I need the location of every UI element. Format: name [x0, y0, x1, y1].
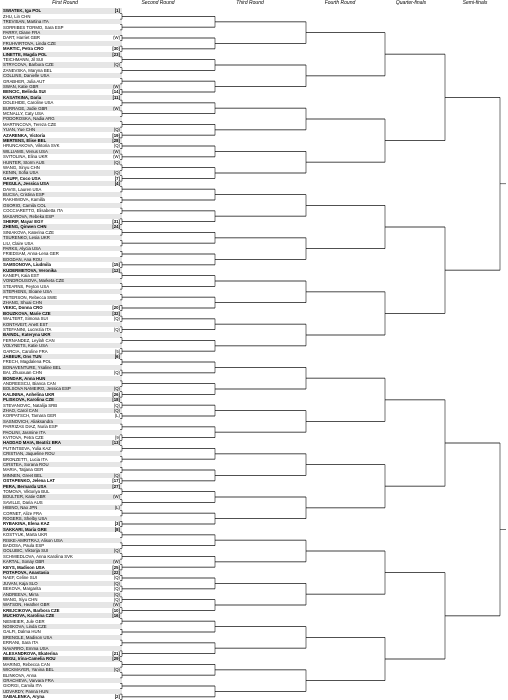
player-name: MINNEN, Greet BEL — [3, 472, 43, 478]
player-name: BOGDAN, Ana ROU — [3, 256, 43, 262]
player-name: BEKOVA, Margarita — [3, 586, 41, 592]
player-name: ERRANI, Sara ITA — [3, 640, 39, 646]
player-name: MARINO, Rebecca CAN — [3, 661, 50, 667]
player-seed: [5] — [115, 348, 120, 354]
player-name: GALFI, Dalma HUN — [3, 629, 41, 635]
round-header-first: First Round — [52, 0, 78, 6]
player-name: JABEUR, Ons TUN — [3, 353, 42, 359]
player-name: SORRIBES TORMO, Sara ESP — [3, 24, 64, 30]
player-name: COCCIARETTO, Elisabetta ITA — [3, 208, 64, 214]
player-seed: (Q) — [113, 62, 120, 68]
player-name: PARRY, Diane FRA — [3, 29, 41, 35]
player-name: WICKMAYER, Yanina BEL — [3, 667, 54, 673]
player-name: UDVARDY, Panna HUN — [3, 688, 49, 694]
player-seed: [9] — [115, 434, 120, 440]
round-header-second: Second Round — [141, 0, 175, 6]
player-seed: [12] — [112, 267, 120, 273]
player-name: MARTINCOVA, Tereza CZE — [3, 121, 57, 127]
player-name: RAKHIMOVA, Kamilla — [3, 197, 45, 203]
player-seed: [28] — [112, 137, 120, 143]
player-name: TREVISAN, Martina ITA — [3, 19, 49, 25]
player-seed: (W) — [113, 83, 120, 89]
player-name: PARKS, Alycia USA — [3, 245, 41, 251]
player-name: YUAN, Yue CHN — [3, 127, 36, 133]
player-name: ZHU, Lin CHN — [3, 13, 31, 19]
player-name: BUCSA, Cristina ESP — [3, 191, 45, 197]
player-name: GRABHER, Julia AUT — [3, 78, 46, 84]
player-name: SAKKARI, Maria GRE — [3, 526, 47, 532]
player-seed: (Q) — [113, 316, 120, 322]
player-seed: (Q) — [113, 667, 120, 673]
player-seed: (W) — [113, 148, 120, 154]
player-name: VEKIC, Donna CRO — [3, 305, 43, 311]
player-name: DAVIS, Lauren USA — [3, 186, 42, 192]
player-name: PERA, Bernarda USA — [3, 483, 47, 489]
player-name: KORPATSCH, Tamara GER — [3, 413, 57, 419]
player-seed: [21] — [112, 650, 120, 656]
player-seed: [15] — [112, 262, 120, 268]
player-name: MCNALLY, Caty USA — [3, 110, 44, 116]
player-seed: (Q) — [113, 370, 120, 376]
player-name: JUVAN, Kaja SLO — [3, 580, 38, 586]
player-name: CIRSTEA, Sorana ROU — [3, 461, 49, 467]
player-name: SINIAKOVA, Katerina CZE — [3, 229, 55, 235]
player-name: BOUZKOVA, Marie CZE — [3, 310, 51, 316]
player-seed: [11] — [112, 94, 120, 100]
player-seed: [10] — [112, 607, 120, 613]
player-name: CRISTIAN, Jaqueline ROU — [3, 451, 55, 457]
player-seed: (W) — [113, 559, 120, 565]
player-name: KREJCIKOVA, Barbora CZE — [3, 607, 60, 613]
player-name: KENIN, Sofia USA — [3, 170, 39, 176]
player-seed: (Q) — [113, 170, 120, 176]
player-name: MERTENS, Elise BEL — [3, 137, 47, 143]
player-name: SASNOVICH, Aliaksandra — [3, 418, 53, 424]
player-name: ANDREEVA, Mirra — [3, 591, 39, 597]
player-seed: (W) — [113, 602, 120, 608]
player-name: PETERSON, Rebecca SWE — [3, 294, 57, 300]
round-header-third: Third Round — [236, 0, 264, 6]
player-name: BADOSA, Paula ESP — [3, 542, 45, 548]
player-seed: (Q) — [113, 326, 120, 332]
player-name: BRENGLE, Madison USA — [3, 634, 53, 640]
player-name: BOULTER, Katie GBR — [3, 494, 46, 500]
player-name: COLLINS, Danielle USA — [3, 73, 50, 79]
player-name: SHERIF, Mayar EGY — [3, 218, 44, 224]
player-name: NAEF, Celine SUI — [3, 575, 37, 581]
player-seed: [30] — [112, 46, 120, 52]
player-name: KARTAL, Sonay GBR — [3, 559, 45, 565]
player-name: STEARNS, Peyton USA — [3, 283, 50, 289]
player-name: KEYS, Madison USA — [3, 564, 45, 570]
player-name: ZHENG, Qinwen CHN — [3, 224, 47, 230]
player-name: DART, Harriet GBR — [3, 35, 40, 41]
player-name: STEPHENS, Sloane USA — [3, 289, 52, 295]
player-name: OSTAPENKO, Jelena LAT — [3, 478, 55, 484]
player-seed: [26] — [112, 391, 120, 397]
player-name: NAVARRO, Emma USA — [3, 645, 49, 651]
player-name: KVITOVA, Petra CZE — [3, 434, 44, 440]
player-seed: [2] — [114, 694, 120, 700]
player-name: SVITOLINA, Elina UKR — [3, 154, 48, 160]
player-name: SAMSONOVA, Liudmila — [3, 262, 51, 268]
player-name: ZHANG, Shuai CHN — [3, 299, 42, 305]
player-seed: [13] — [112, 440, 120, 446]
player-name: WANG, Xinyu CHN — [3, 164, 40, 170]
player-seed: (W) — [113, 35, 120, 41]
player-seed: [1] — [114, 8, 120, 14]
player-seed: [19] — [112, 132, 120, 138]
player-seed: (Q) — [113, 580, 120, 586]
player-name: BENCIC, Belinda SUI — [3, 89, 46, 95]
player-name: ANDREESCU, Bianca CAN — [3, 380, 56, 386]
player-seed: (Q) — [113, 386, 120, 392]
player-name: KALININA, Anhelina UKR — [3, 391, 55, 397]
player-name: SWIATEK, Iga POL — [3, 8, 42, 14]
player-seed: (Q) — [113, 548, 120, 554]
player-name: BLINKOVA, Anna — [3, 672, 37, 678]
player-name: ALEXANDROVA, Ekaterina — [3, 650, 58, 656]
player-name: FRECH, Magdalena POL — [3, 359, 52, 365]
player-name: GARCIA, Caroline FRA — [3, 348, 48, 354]
player-name: STEVANOVIC, Natalija SRB — [3, 402, 58, 408]
player-name: STEFANINI, Lucrezia ITA — [3, 326, 52, 332]
player-name: VOLYNETS, Katie USA — [3, 343, 48, 349]
player-name: KANEPI, Kaia EST — [3, 272, 40, 278]
player-name: SCHMIEDLOVA, Anna Karolina SVK — [3, 553, 73, 559]
player-name: LINETTE, Magda POL — [3, 51, 47, 57]
player-name: VONDROUSOVA, Marketa CZE — [3, 278, 65, 284]
player-seed: (Q) — [113, 591, 120, 597]
player-seed: (W) — [113, 105, 120, 111]
player-name: WILLIAMS, Venus USA — [3, 148, 48, 154]
player-name: TEICHMANN, Jil SUI — [3, 56, 44, 62]
player-name: HIBINO, Nao JPN — [3, 505, 38, 511]
player-seed: [27] — [112, 483, 120, 489]
player-name: OSORIO, Camila COL — [3, 202, 46, 208]
player-name: MARTIC, Petra CRO — [3, 46, 44, 52]
player-seed: [23] — [112, 51, 120, 57]
player-name: TOMOVA, Viktoriya BUL — [3, 488, 50, 494]
player-name: HUNTER, Storm AUS — [3, 159, 45, 165]
player-name: GOLUBIC, Viktorija SUI — [3, 548, 49, 554]
player-name: PLISKOVA, Karolina CZE — [3, 397, 55, 403]
player-name: LIU, Claire USA — [3, 240, 34, 246]
round-header-quarterfinals: Quarter-finals — [395, 0, 427, 6]
player-seed: [6] — [114, 353, 120, 359]
player-name: BONAVENTURE, Ysaline BEL — [3, 364, 62, 370]
player-seed: [14] — [112, 89, 120, 95]
player-seed: [4] — [114, 181, 120, 187]
player-name: PARRIZAS DIAZ, Nuria ESP — [3, 424, 58, 430]
player-name: FRUHVIRTOVA, Linda CZE — [3, 40, 57, 46]
player-name: WANG, Xiyu CHN — [3, 596, 38, 602]
player-name: PODOROSKA, Nadia ARG — [3, 116, 55, 122]
player-name: FRIEDSAM, Anna-Lena GER — [3, 251, 59, 257]
player-name: KASATKINA, Daria — [3, 94, 42, 100]
player-name: TSURENKO, Lesia UKR — [3, 235, 50, 241]
player-name: KUDERMETOVA, Veronika — [3, 267, 57, 273]
player-name: CORNET, Alize FRA — [3, 510, 42, 516]
player-name: FERNANDEZ, Leylah CAN — [3, 337, 55, 343]
player-name: BONDAR, Anna HUN — [3, 375, 46, 381]
player-seed: [20] — [112, 305, 120, 311]
player-name: BAI, Zhuoxuan CHN — [3, 370, 42, 376]
player-seed: (L) — [114, 413, 120, 419]
player-seed: (Q) — [113, 596, 120, 602]
round-header-semifinals: Semi-finals — [462, 0, 488, 6]
player-seed: (Q) — [113, 407, 120, 413]
player-seed: [8] — [114, 526, 120, 532]
player-seed: [3] — [114, 521, 120, 527]
player-name: DOLEHIDE, Caroline USA — [3, 100, 54, 106]
player-name: NOSKOVA, Linda CZE — [3, 623, 47, 629]
player-name: BEGU, Irina-Camelia ROU — [3, 656, 56, 662]
player-name: ZANEVSKA, Maryna BEL — [3, 67, 52, 73]
player-name: MASAROVA, Rebeka ESP — [3, 213, 55, 219]
player-seed: (W) — [113, 154, 120, 160]
player-name: WALTERT, Simona SUI — [3, 316, 48, 322]
player-seed: [24] — [112, 224, 120, 230]
player-name: BAINDL, Kateryna UKR — [3, 332, 51, 338]
player-name: RYBAKINA, Elena KAZ — [3, 521, 50, 527]
player-name: STRYCOVA, Barbora CZE — [3, 62, 54, 68]
player-seed: (Q) — [113, 472, 120, 478]
player-name: MUCHOVA, Karolina CZE — [3, 613, 55, 619]
player-name: ROGERS, Shelby USA — [3, 515, 48, 521]
player-name: AZARENKA, Victoria — [3, 132, 46, 138]
player-name: GIORGI, Camila ITA — [3, 683, 42, 689]
player-seed: (Q) — [113, 402, 120, 408]
player-name: PUTINTSEVA, Yulia KAZ — [3, 445, 51, 451]
player-seed: (Q) — [113, 575, 120, 581]
player-name: GAUFF, Coco USA — [3, 175, 41, 181]
player-seed: [22] — [112, 569, 120, 575]
player-seed: (L) — [114, 505, 120, 511]
player-name: WATSON, Heather GBR — [3, 602, 50, 608]
player-seed: [18] — [112, 397, 120, 403]
player-name: PEGULA, Jessica USA — [3, 181, 50, 187]
player-seed: [7] — [114, 175, 120, 181]
player-seed: (Q) — [113, 586, 120, 592]
player-name: KONTAVEIT, Anett EST — [3, 321, 48, 327]
player-name: BURRAGE, Jodie GBR — [3, 105, 48, 111]
player-seed: [29] — [112, 656, 120, 662]
player-name: RISKE-AMRITRAJ, Alison USA — [3, 537, 63, 543]
player-name: KOSTYUK, Marta UKR — [3, 532, 48, 538]
player-name: HRUNCAKOVA, Viktoria SVK — [3, 143, 60, 149]
player-name: POTAPOVA, Anastasia — [3, 569, 50, 575]
player-name: SWAN, Katie GBR — [3, 83, 39, 89]
round-header-fourth: Fourth Round — [324, 0, 356, 6]
player-name: BOLSOVA NAMEIRO, Jessica ESP — [3, 386, 71, 392]
player-seed: (Q) — [113, 159, 120, 165]
player-seed: (W) — [113, 494, 120, 500]
player-seed: [31] — [112, 218, 120, 224]
player-name: GRACHEVA, Varvara FRA — [3, 677, 54, 683]
player-name: PAOLINI, Jasmine ITA — [3, 429, 46, 435]
player-seed: [16] — [112, 613, 120, 619]
player-name: SABALENKA, Aryna — [3, 694, 45, 700]
player-seed: (Q) — [113, 143, 120, 149]
player-seed: [17] — [112, 478, 120, 484]
player-name: HADDAD MAIA, Beatriz BRA — [3, 440, 62, 446]
player-name: SAVILLE, Daria AUS — [3, 499, 43, 505]
player-name: ZHAO, Carol CAN — [3, 407, 38, 413]
player-seed: [32] — [112, 310, 120, 316]
player-seed: (Q) — [113, 127, 120, 133]
player-seed: [25] — [112, 564, 120, 570]
player-name: BRONZETTI, Lucia ITA — [3, 456, 48, 462]
player-name: NIEMEIER, Jule GER — [3, 618, 45, 624]
player-name: MARIA, Tatjana GER — [3, 467, 44, 473]
